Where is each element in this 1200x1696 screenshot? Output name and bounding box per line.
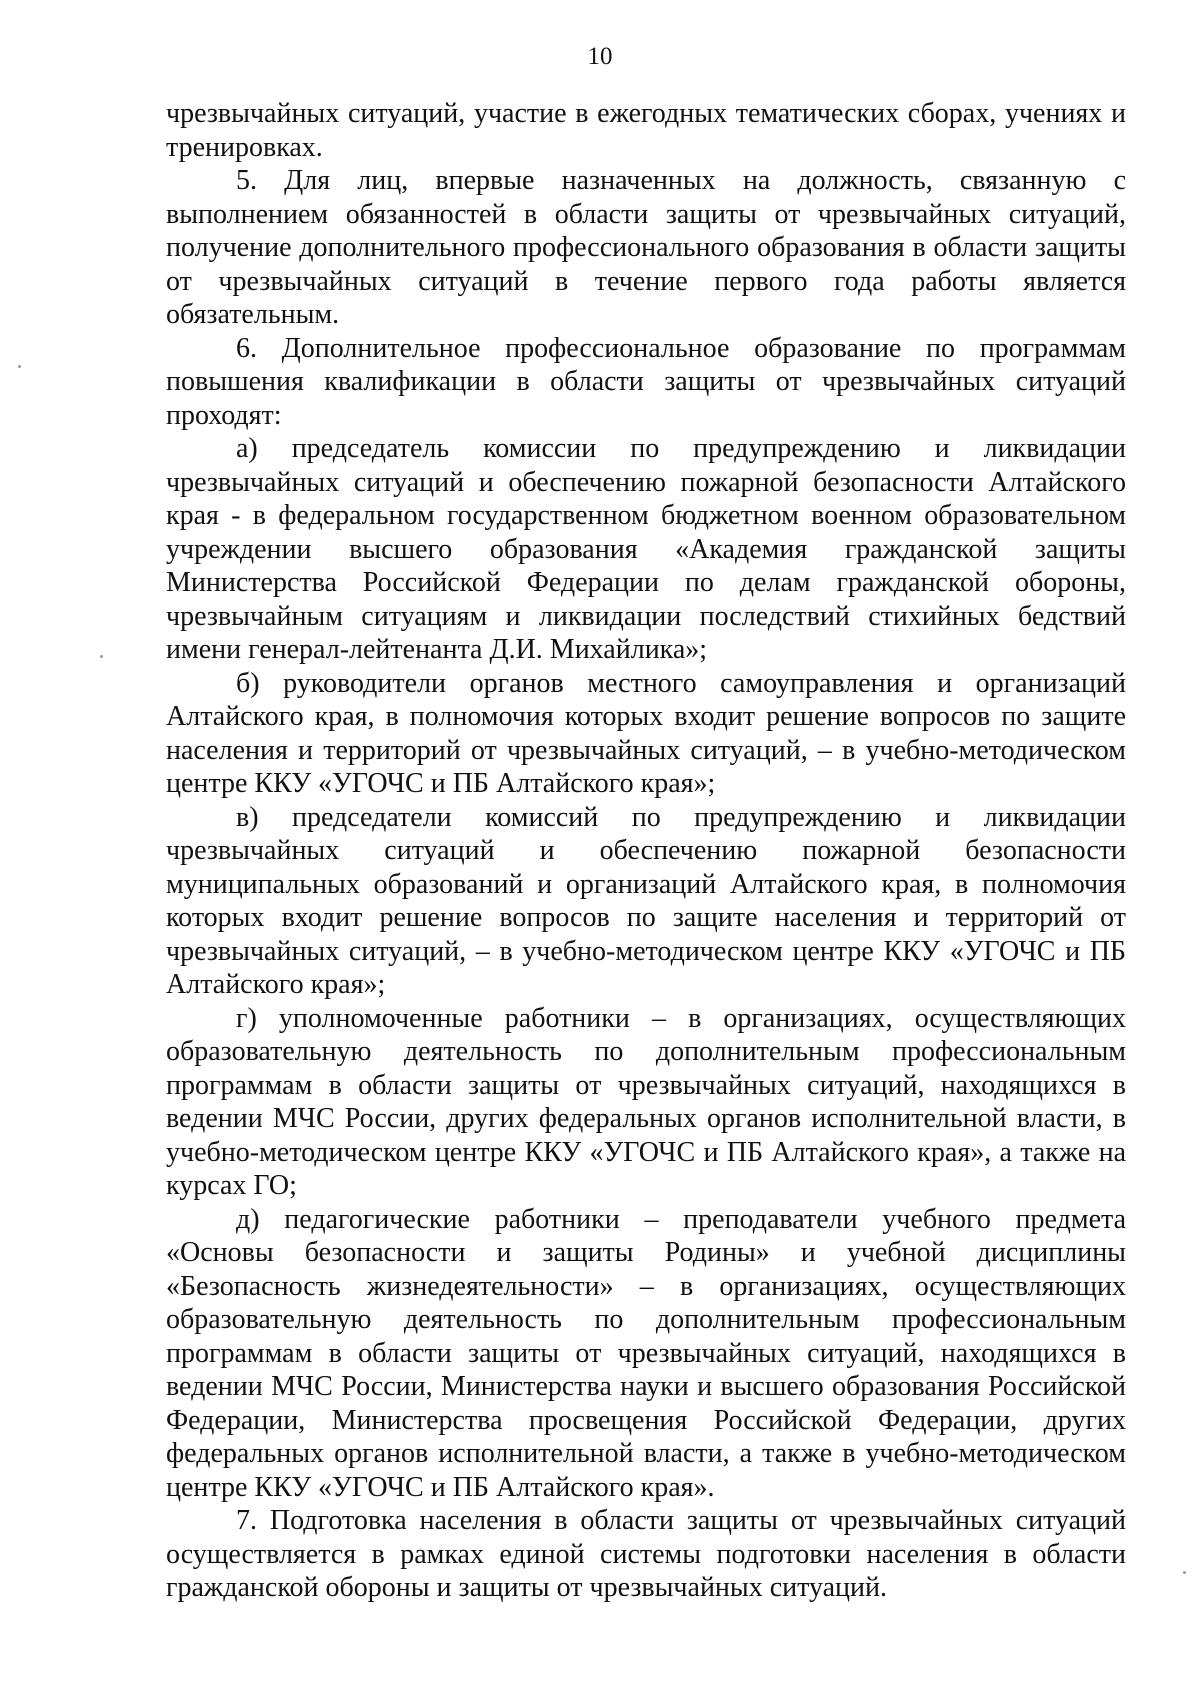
paragraph-item-6: 6. Дополнительное профессиональное образование по программам повышения квалификации в области защиты от чрезвычайных ситуаций проходят:: [166, 332, 1126, 431]
paragraph-item-5: 5. Для лиц, впервые назначенных на должность, связанную с выполнением обязанностей в области защиты от чрезвычайных ситуаций, получение дополнительного профессионального образования в области защиты от чрезвычайных ситуаций в течение первого года работы является обязательным.: [166, 165, 1126, 330]
subitem-d: д) педагогические работники – преподаватели учебного предмета «Основы безопасности и защиты Родины» и учебной дисциплины «Безопасность жизнедеятельности» – в организациях, осуществляющих образовательную деятельность по дополнительным профессиональным программам в области защиты от чрезвычайных ситуаций, находящихся в ведении МЧС России, Министерства науки и высшего образования Российской Федерации, Министерства просвещения Российской Федерации, других федеральных органов исполнительной власти, а также в учебно-методическом центре ККУ «УГОЧС и ПБ Алтайского края».: [166, 1203, 1126, 1503]
paragraph-continuation: чрезвычайных ситуаций, участие в ежегодных тематических сборах, учениях и тренировках.: [166, 98, 1126, 163]
subitem-v: в) председатели комиссий по предупреждению и ликвидации чрезвычайных ситуаций и обеспечению пожарной безопасности муниципальных образований и организаций Алтайского края, в полномочия которых входит решение вопросов по защите населения и территорий от чрезвычайных ситуаций, – в учебно-методическом центре ККУ «УГОЧС и ПБ Алтайского края»;: [166, 801, 1126, 1000]
subitem-a: а) председатель комиссии по предупреждению и ликвидации чрезвычайных ситуаций и обеспечению пожарной безопасности Алтайского края - в федеральном государственном бюджетном военном образовательном учреждении высшего образования «Академия гражданской защиты Министерства Российской Федерации по делам гражданской обороны, чрезвычайным ситуациям и ликвидации последствий стихийных бедствий имени генерал-лейтенанта Д.И. Михайлика»;: [166, 433, 1126, 665]
document-body: [166, 97, 1126, 1605]
scan-speck: [1183, 1571, 1186, 1574]
paragraph-item-7: 7. Подготовка населения в области защиты от чрезвычайных ситуаций осуществляется в рамках единой системы подготовки населения в области гражданской обороны и защиты от чрезвычайных ситуаций.: [166, 1505, 1126, 1603]
subitem-b: б) руководители органов местного самоуправления и организаций Алтайского края, в полномочия которых входит решение вопросов по защите населения и территорий от чрезвычайных ситуаций, – в учебно-методическом центре ККУ «УГОЧС и ПБ Алтайского края»;: [166, 667, 1126, 799]
scan-speck: [100, 655, 103, 658]
subitem-g: г) уполномоченные работники – в организациях, осуществляющих образовательную деятельность по дополнительным профессиональным программам в области защиты от чрезвычайных ситуаций, находящихся в ведении МЧС России, других федеральных органов исполнительной власти, в учебно-методическом центре ККУ «УГОЧС и ПБ Алтайского края», а также на курсах ГО;: [166, 1002, 1126, 1201]
scan-speck: [18, 365, 21, 368]
page-number: 10: [587, 43, 613, 70]
